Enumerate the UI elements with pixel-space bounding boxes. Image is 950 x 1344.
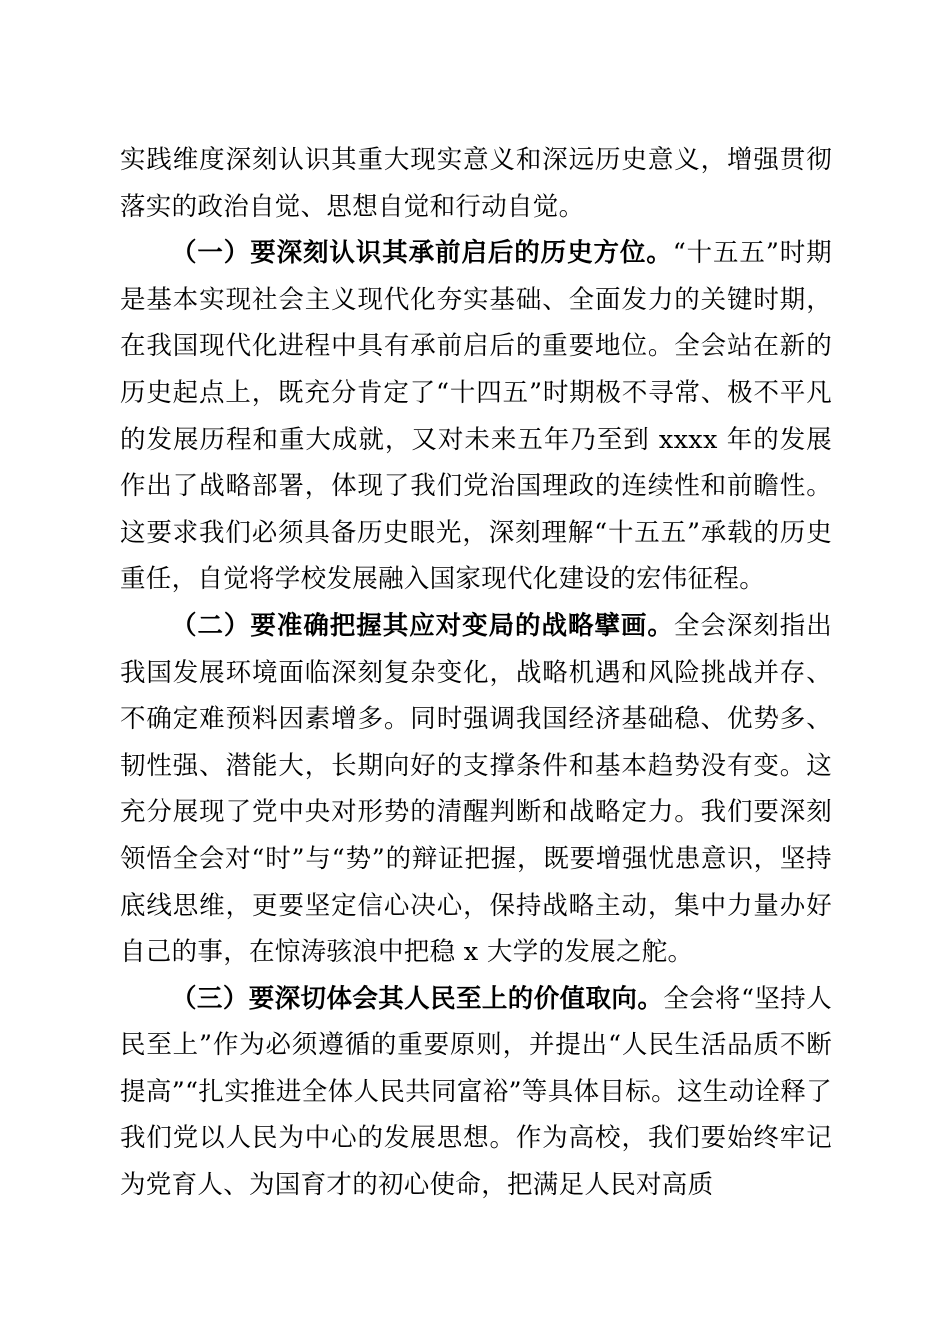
paragraph-text: “十五五”时期是基本实现社会主义现代化夯实基础、全面发力的关键时期，在我国现代化进程中具有承前启后的重要地位。全会站在新的历史起点上，既充分肯定了“十四五”时期极不寻常、极不平凡的发展历程和重大成就，又对未来五年乃至到 xxxx 年的发展作出了战略部署，体现了我们党治国理政的连续性和前瞻性。这要求我们必须具备历史眼光，深刻理解“十五五”承载的历史重任，自觉将学校发展融入国家现代化建设的宏伟征程。 <box>120 238 832 595</box>
paragraph-text: 实践维度深刻认识其重大现实意义和深远历史意义，增强贯彻落实的政治自觉、思想自觉和行动自觉。 <box>120 145 832 222</box>
paragraph-text: 全会将“坚持人民至上”作为必须遵循的重要原则，并提出“人民生活品质不断提高”“扎实推进全体人民共同富裕”等具体目标。这生动诠释了我们党以人民为中心的发展思想。作为高校，我们要始终牢记为党育人、为国育才的初心使命，把满足人民对高质 <box>120 983 833 1201</box>
section-heading-2: （二）要准确把握其应对变局的战略擘画。 <box>171 610 674 641</box>
section-heading-1: （一）要深刻认识其承前启后的历史方位。 <box>171 238 673 269</box>
section-heading-3: （三）要深切体会其人民至上的价值取向。 <box>171 983 664 1014</box>
paragraph-text: 全会深刻指出我国发展环境面临深刻复杂变化，战略机遇和风险挑战并存、不确定难预料因素增多。同时强调我国经济基础稳、优势多、韧性强、潜能大，长期向好的支撑条件和基本趋势没有变。这充分展现了党中央对形势的清醒判断和战略定力。我们要深刻领悟全会对“时”与“势”的辩证把握，既要增强忧患意识，坚持底线思维，更要坚定信心决心，保持战略主动，集中力量办好自己的事，在惊涛骇浪中把稳 x 大学的发展之舵。 <box>120 610 832 968</box>
paragraph-section-3 <box>120 976 832 1209</box>
paragraph-continuation <box>120 137 832 230</box>
paragraph-section-2 <box>120 603 832 976</box>
document-body <box>120 137 832 1209</box>
paragraph-section-1 <box>120 230 832 603</box>
